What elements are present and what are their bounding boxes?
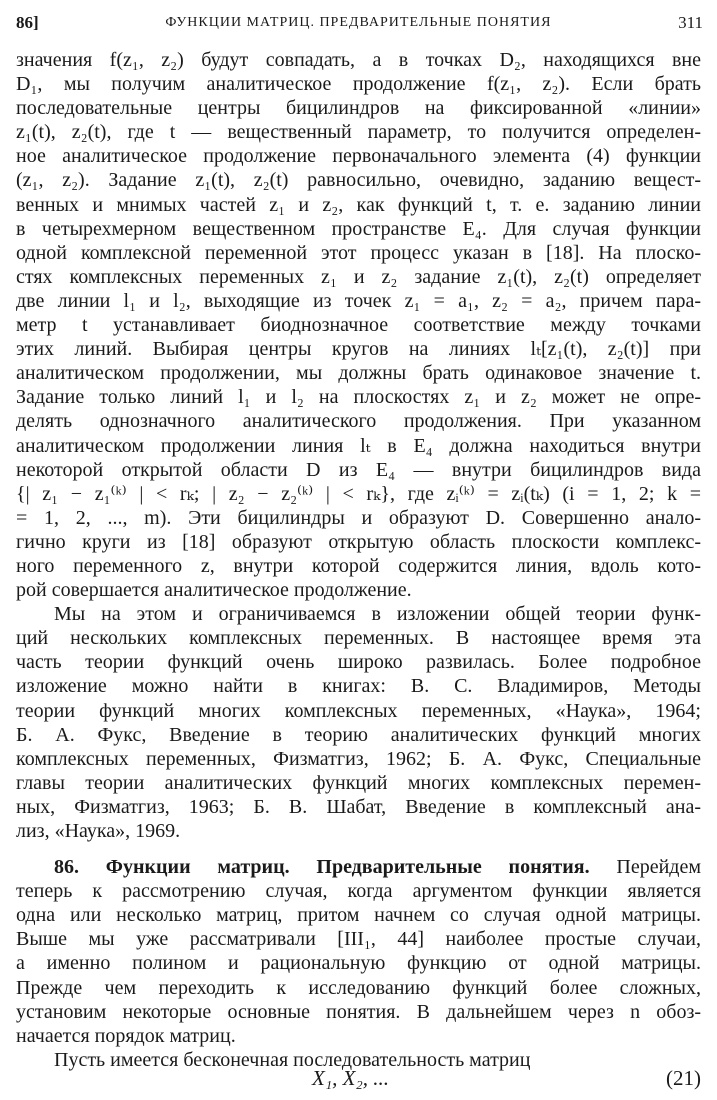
text-line: две линии l₁ и l₂, выходящие из точек z₁ = a₁, z₂ = a₂, причем пара- [16, 289, 701, 312]
equation-21 [16, 1066, 701, 1090]
text-line: (z₁, z₂). Задание z₁(t), z₂(t) равносильно, очевидно, заданию вещест- [16, 169, 701, 192]
text-line: в четырехмерном вещественном пространстве E₄. Для случая функции [16, 217, 701, 240]
paragraph-analytic-continuation [16, 48, 701, 602]
text-line: некоторой открытой области D из E₄ — внутри бицилиндров вида [16, 458, 701, 481]
text-line: D₁, мы получим аналитическое продолжение f(z₁, z₂). Если брать [16, 73, 701, 96]
text-line: гично круги из [18] образуют открытую область плоскости комплекс- [16, 530, 701, 553]
text-line: ных, Физматгиз, 1963; Б. В. Шабат, Введение в комплексный ана- [16, 795, 701, 818]
text-line: ций нескольких комплексных переменных. В настоящее время эта [16, 627, 701, 650]
header-section-number: 86] [16, 13, 39, 32]
section-86 [16, 855, 701, 1072]
text-line: комплексных переменных, Физматгиз, 1962; Б. А. Фукс, Специальные [16, 747, 701, 770]
text-line: рой совершается аналитическое продолжение. [16, 579, 412, 602]
running-header [16, 10, 703, 36]
text-line: Б. А. Фукс, Введение в теорию аналитических функций многих [16, 723, 701, 746]
text-line: ного переменного z, внутри которой содержится линия, вдоль кото- [16, 554, 701, 577]
text-line: установим некоторые основные понятия. В дальнейшем через n обоз- [16, 1000, 701, 1023]
section-heading: 86. Функции матриц. Предварительные понятия. [54, 856, 590, 879]
text-line: Мы на этом и ограничиваемся в изложении общей теории функ- [54, 603, 701, 626]
text-line: Прежде чем переходить к исследованию функций более сложных, [16, 976, 701, 999]
text-line: аналитическом продолжении линия lₜ в E₄ должна находиться внутри [16, 434, 701, 457]
text-line: делять однозначного аналитического продолжения. При указанном [16, 410, 701, 433]
text-line: теории функций многих комплексных переменных, «Наука», 1964; [16, 699, 701, 722]
section-first-line-rest: Перейдем [616, 856, 701, 879]
page-body [16, 48, 701, 1072]
text-line: теперь к рассмотрению случая, когда аргументом функции является [16, 880, 701, 903]
text-line: Пусть имеется бесконечная последовательность матриц [54, 1048, 531, 1071]
text-line: z₁(t), z₂(t), где t — вещественный параметр, то получится определен- [16, 121, 701, 144]
text-line: последовательные центры бицилиндров на фиксированной «линии» [16, 97, 701, 120]
text-line: часть теории функций очень широко развилась. Более подробное [16, 651, 701, 674]
text-line: Задание только линий l₁ и l₂ на плоскостях z₁ и z₂ может не опре- [16, 386, 701, 409]
header-running-title: ФУНКЦИИ МАТРИЦ. ПРЕДВАРИТЕЛЬНЫЕ ПОНЯТИЯ [165, 15, 552, 30]
text-line: аналитическом продолжении, мы должны брать одинаковое значение t. [16, 362, 701, 385]
text-line: изложение можно найти в книгах: В. С. Владимиров, Методы [16, 675, 701, 698]
equation-number: (21) [666, 1066, 701, 1090]
text-line: а именно полином и рациональную функцию от одной матрицы. [16, 952, 701, 975]
text-line: {| z₁ − z₁⁽ᵏ⁾ | < rₖ; | z₂ − z₂⁽ᵏ⁾ | < rₖ}, где zᵢ⁽ᵏ⁾ = zᵢ(tₖ) (i = 1, 2; k = [16, 482, 701, 505]
text-line: этих линий. Выбирая центры кругов на линиях lₜ[z₁(t), z₂(t)] при [16, 338, 701, 361]
text-line: стях комплексных переменных z₁ и z₂ задание z₁(t), z₂(t) определяет [16, 265, 701, 288]
text-line: лиз, «Наука», 1969. [16, 820, 181, 842]
equation-expression: X₁, X₂, ... [312, 1066, 390, 1090]
text-line: ное аналитическое продолжение первоначального элемента (4) функции [16, 145, 701, 168]
text-line: венных и мнимых частей z₁ и z₂, как функций t, т. е. заданию линии [16, 193, 701, 216]
text-line: главы теории аналитических функций многих комплексных перемен- [16, 771, 701, 794]
page-number: 311 [678, 13, 703, 32]
text-line: одна или несколько матриц, притом начнем со случая одной матрицы. [16, 904, 701, 927]
text-line: метр t устанавливает биоднозначное соответствие между точками [16, 314, 701, 337]
text-line: Выше мы уже рассматривали [III₁, 44] наиболее простые случаи, [16, 928, 701, 951]
text-line: начается порядок матриц. [16, 1024, 236, 1047]
text-line: = 1, 2, ..., m). Эти бицилиндры и образуют D. Совершенно анало- [16, 506, 701, 529]
text-line: одной комплексной переменной этот процесс указан в [18]. На плоско- [16, 241, 701, 264]
text-line [16, 855, 701, 879]
paragraph-references [16, 602, 701, 843]
text-line: значения f(z₁, z₂) будут совпадать, а в точках D₂, находящихся вне [16, 49, 701, 71]
